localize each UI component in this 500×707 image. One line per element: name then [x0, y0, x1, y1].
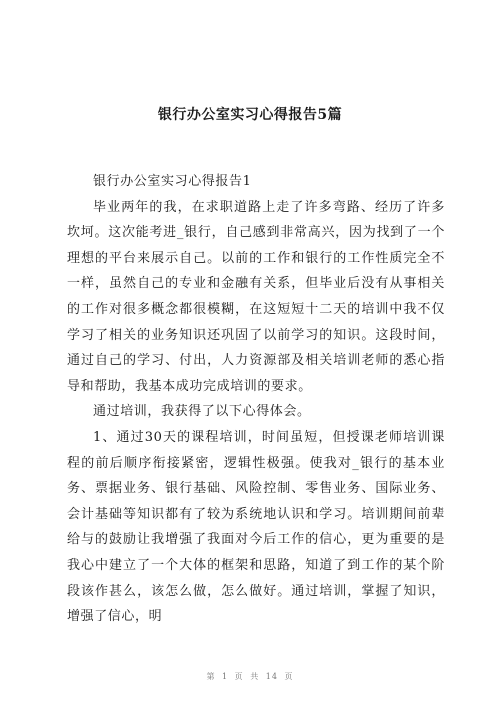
- paragraph: 通过培训，我获得了以下心得体会。: [93, 404, 311, 420]
- paragraph: 毕业两年的我，在求职道路上走了许多弯路、经历了许多坎坷。这次能考进_银行，自己感到非常高兴，因为找到了一个理想的平台来展示自己。以前的工作和银行的工作性质完全不一样，虽然自己的专业和金融有关系，但毕业后没有从事相关的工作对很多概念都很模糊，在这短短十二天的培训中我不仅学习了相关的业务知识还巩固了以前学习的知识。这段时间，通过自己的学习、付出，人力资源部及相关培训老师的悉心指导和帮助，我基本成功完成培训的要求。: [67, 199, 445, 394]
- page-number: 第 1 页 共 14 页: [206, 672, 294, 681]
- document-title: 银行办公室实习心得报告5篇: [157, 107, 343, 123]
- section-heading: 银行办公室实习心得报告1: [93, 174, 252, 189]
- document-body: [67, 169, 445, 630]
- paragraph: 1、通过30天的课程培训，时间虽短，但授课老师培训课程的前后顺序衔接紧密，逻辑性极强。使我对_银行的基本业务、票据业务、银行基础、风险控制、零售业务、国际业务、会计基础等知识都有了较为系统地认识和学习。培训期间前辈给与的鼓励让我增强了我面对今后工作的信心，更为重要的是我心中建立了一个大体的框架和思路，知道了到工作的某个阶段该作甚么，该怎么做，怎么做好。通过培训，掌握了知识，增强了信心，明: [67, 429, 445, 625]
